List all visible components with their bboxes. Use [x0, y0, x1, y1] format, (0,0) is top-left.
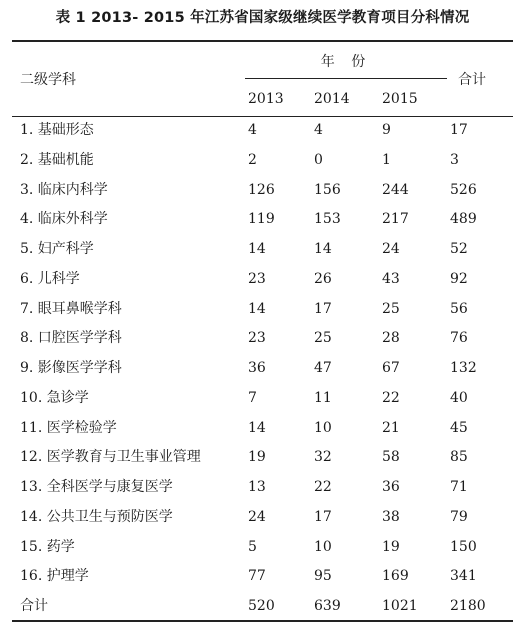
value-2015: 217 — [382, 211, 409, 227]
row-category: 13. 全科医学与康复医学 — [20, 479, 173, 495]
value-2015: 1021 — [382, 598, 418, 614]
value-total: 526 — [450, 182, 477, 198]
value-2013: 23 — [248, 271, 266, 287]
value-2015: 1 — [382, 152, 391, 168]
value-2014: 17 — [314, 509, 332, 525]
value-2014: 32 — [314, 449, 332, 465]
header-category: 二级学科 — [20, 72, 76, 88]
header-total: 合计 — [458, 72, 486, 88]
row-category: 4. 临床外科学 — [20, 211, 108, 227]
value-2015: 169 — [382, 568, 409, 584]
value-2014: 11 — [314, 390, 332, 406]
header-year-group: 年 份 — [320, 54, 372, 70]
value-total: 341 — [450, 568, 477, 584]
value-2015: 38 — [382, 509, 400, 525]
row-category: 14. 公共卫生与预防医学 — [20, 509, 173, 525]
value-2015: 28 — [382, 330, 400, 346]
header-year-2015: 2015 — [382, 91, 418, 107]
value-total: 76 — [450, 330, 468, 346]
row-category: 3. 临床内科学 — [20, 182, 108, 198]
value-2014: 639 — [314, 598, 341, 614]
row-category: 8. 口腔医学学科 — [20, 330, 122, 346]
value-total: 85 — [450, 449, 468, 465]
value-total: 45 — [450, 420, 468, 436]
value-total: 489 — [450, 211, 477, 227]
value-2015: 25 — [382, 301, 400, 317]
value-2013: 14 — [248, 420, 266, 436]
row-category: 合计 — [20, 598, 48, 614]
value-total: 3 — [450, 152, 459, 168]
value-2014: 156 — [314, 182, 341, 198]
value-2014: 47 — [314, 360, 332, 376]
value-2013: 119 — [248, 211, 275, 227]
value-2014: 17 — [314, 301, 332, 317]
row-category: 10. 急诊学 — [20, 390, 89, 406]
row-category: 2. 基础机能 — [20, 152, 94, 168]
header-year-2013: 2013 — [248, 91, 284, 107]
value-2015: 21 — [382, 420, 400, 436]
year-group-rule — [245, 78, 447, 79]
value-2015: 22 — [382, 390, 400, 406]
value-2013: 5 — [248, 539, 257, 555]
header-rule — [12, 116, 513, 117]
value-2015: 9 — [382, 122, 391, 138]
value-2014: 26 — [314, 271, 332, 287]
row-category: 11. 医学检验学 — [20, 420, 117, 436]
row-category: 15. 药学 — [20, 539, 75, 555]
value-2013: 126 — [248, 182, 275, 198]
value-2013: 2 — [248, 152, 257, 168]
value-2014: 95 — [314, 568, 332, 584]
value-2015: 244 — [382, 182, 409, 198]
value-2013: 77 — [248, 568, 266, 584]
value-total: 56 — [450, 301, 468, 317]
value-2013: 14 — [248, 301, 266, 317]
value-total: 92 — [450, 271, 468, 287]
value-total: 132 — [450, 360, 477, 376]
row-category: 1. 基础形态 — [20, 122, 94, 138]
value-total: 52 — [450, 241, 468, 257]
value-2013: 520 — [248, 598, 275, 614]
row-category: 9. 影像医学学科 — [20, 360, 122, 376]
value-2013: 23 — [248, 330, 266, 346]
value-2013: 7 — [248, 390, 257, 406]
value-total: 71 — [450, 479, 468, 495]
table-title: 表 1 2013- 2015 年江苏省国家级继续医学教育项目分科情况 — [55, 10, 470, 26]
row-category: 6. 儿科学 — [20, 271, 80, 287]
row-category: 16. 护理学 — [20, 568, 89, 584]
top-rule — [12, 40, 513, 42]
value-2015: 43 — [382, 271, 400, 287]
value-2014: 25 — [314, 330, 332, 346]
row-category: 5. 妇产科学 — [20, 241, 94, 257]
value-2014: 4 — [314, 122, 323, 138]
value-2015: 58 — [382, 449, 400, 465]
value-2015: 24 — [382, 241, 400, 257]
value-total: 2180 — [450, 598, 486, 614]
value-total: 40 — [450, 390, 468, 406]
value-2014: 10 — [314, 539, 332, 555]
value-2013: 36 — [248, 360, 266, 376]
value-2014: 14 — [314, 241, 332, 257]
value-2014: 0 — [314, 152, 323, 168]
value-2013: 24 — [248, 509, 266, 525]
value-total: 17 — [450, 122, 468, 138]
header-year-2014: 2014 — [314, 91, 350, 107]
value-2013: 19 — [248, 449, 266, 465]
value-2015: 36 — [382, 479, 400, 495]
value-total: 150 — [450, 539, 477, 555]
value-2014: 22 — [314, 479, 332, 495]
value-total: 79 — [450, 509, 468, 525]
row-category: 12. 医学教育与卫生事业管理 — [20, 449, 201, 465]
value-2014: 153 — [314, 211, 341, 227]
bottom-rule — [12, 620, 513, 622]
value-2013: 13 — [248, 479, 266, 495]
value-2013: 4 — [248, 122, 257, 138]
value-2013: 14 — [248, 241, 266, 257]
row-category: 7. 眼耳鼻喉学科 — [20, 301, 122, 317]
value-2014: 10 — [314, 420, 332, 436]
value-2015: 67 — [382, 360, 400, 376]
value-2015: 19 — [382, 539, 400, 555]
